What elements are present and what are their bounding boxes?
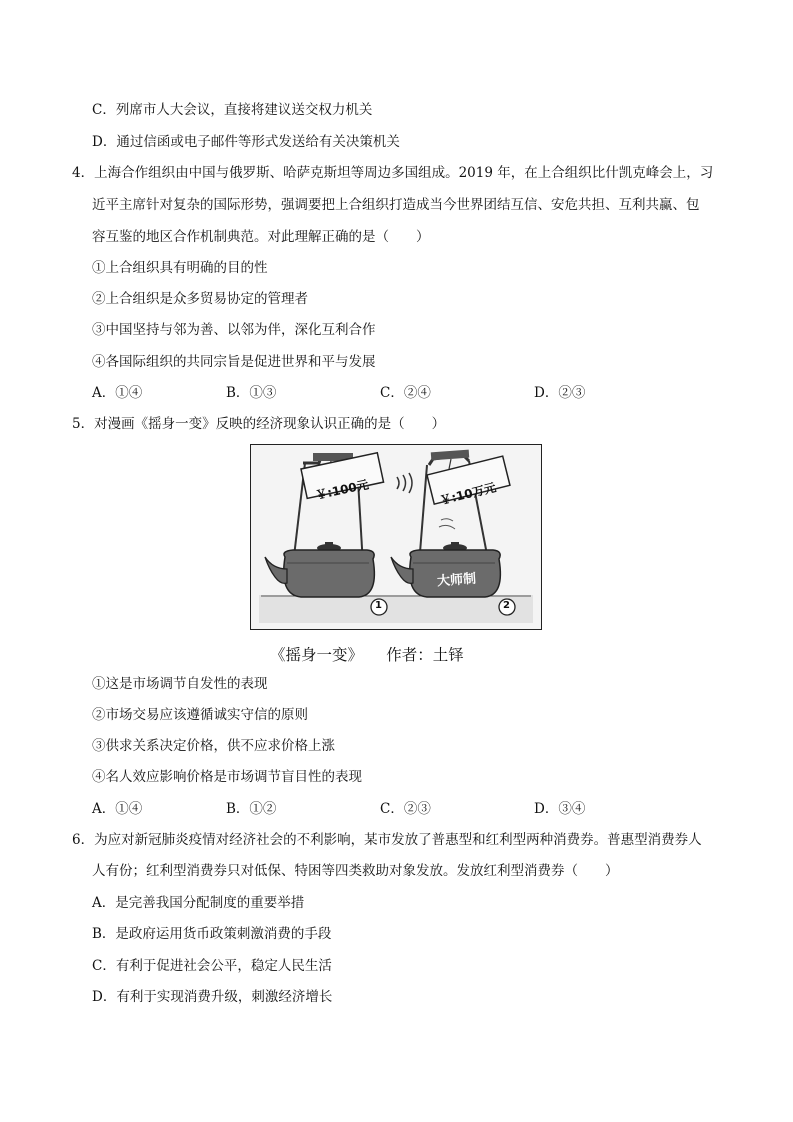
cartoon-author: 作者：土铎 xyxy=(386,646,464,664)
q5-stem: 5．对漫画《摇身一变》反映的经济现象认识正确的是（ ） xyxy=(72,416,446,432)
cartoon-title: 《摇身一变》 xyxy=(270,646,356,664)
q4-stem-line-1: 4．上海合作组织由中国与俄罗斯、哈萨克斯坦等周边多国组成。2019 年，在上合组织比什凯克峰会上，习 xyxy=(72,165,714,181)
q6-option-c: C．有利于促进社会公平，稳定人民生活 xyxy=(92,958,332,974)
q4-stem-line-2: 近平主席针对复杂的国际形势，强调要把上合组织打造成当今世界团结互信、安危共担、互利共赢、包 xyxy=(92,197,700,213)
q4-stem-line-3: 容互鉴的地区合作机制典范。对此理解正确的是（ ） xyxy=(92,229,430,245)
q5-choice-b: B．①② xyxy=(226,801,277,817)
q5-choice-c: C．②③ xyxy=(380,801,431,817)
q6-option-b: B．是政府运用货币政策刺激消费的手段 xyxy=(92,926,332,942)
panel-number-2: 2 xyxy=(503,600,510,611)
q3-option-d: D．通过信函或电子邮件等形式发送给有关决策机关 xyxy=(92,134,400,150)
price-tag-before: ￥:100元 xyxy=(314,477,370,503)
price-tag-after: ￥:10万元 xyxy=(438,480,498,508)
q4-item-1: ①上合组织具有明确的目的性 xyxy=(92,260,268,276)
q5-choice-a: A．①④ xyxy=(92,801,143,817)
q4-item-2: ②上合组织是众多贸易协定的管理者 xyxy=(92,291,308,307)
q5-item-1: ①这是市场调节自发性的表现 xyxy=(92,676,268,692)
q5-item-4: ④名人效应影响价格是市场调节盲目性的表现 xyxy=(92,769,362,785)
panel-number-1: 1 xyxy=(375,600,382,611)
q3-option-c: C．列席市人大会议，直接将建议送交权力机关 xyxy=(92,102,373,118)
q4-item-4: ④各国际组织的共同宗旨是促进世界和平与发展 xyxy=(92,354,376,370)
q4-choice-b: B．①③ xyxy=(226,385,277,401)
q6-option-a: A．是完善我国分配制度的重要举措 xyxy=(92,895,305,911)
q4-choice-d: D．②③ xyxy=(534,385,586,401)
master-made-label: 大师制 xyxy=(436,571,477,590)
cartoon-image xyxy=(250,444,542,630)
q4-item-3: ③中国坚持与邻为善、以邻为伴，深化互利合作 xyxy=(92,322,376,338)
q5-item-2: ②市场交易应该遵循诚实守信的原则 xyxy=(92,707,308,723)
q6-stem-line-2: 人有份；红利型消费券只对低保、特困等四类救助对象发放。发放红利型消费券（ ） xyxy=(92,863,619,879)
cartoon-caption xyxy=(270,645,464,665)
q6-stem-line-1: 6．为应对新冠肺炎疫情对经济社会的不利影响，某市发放了普惠型和红利型两种消费券。普惠型消费券人 xyxy=(72,832,702,848)
q5-choice-d: D．③④ xyxy=(534,801,586,817)
q5-item-3: ③供求关系决定价格，供不应求价格上涨 xyxy=(92,738,335,754)
q4-choice-a: A．①④ xyxy=(92,385,143,401)
q6-option-d: D．有利于实现消费升级，刺激经济增长 xyxy=(92,989,333,1005)
q4-choice-c: C．②④ xyxy=(380,385,431,401)
